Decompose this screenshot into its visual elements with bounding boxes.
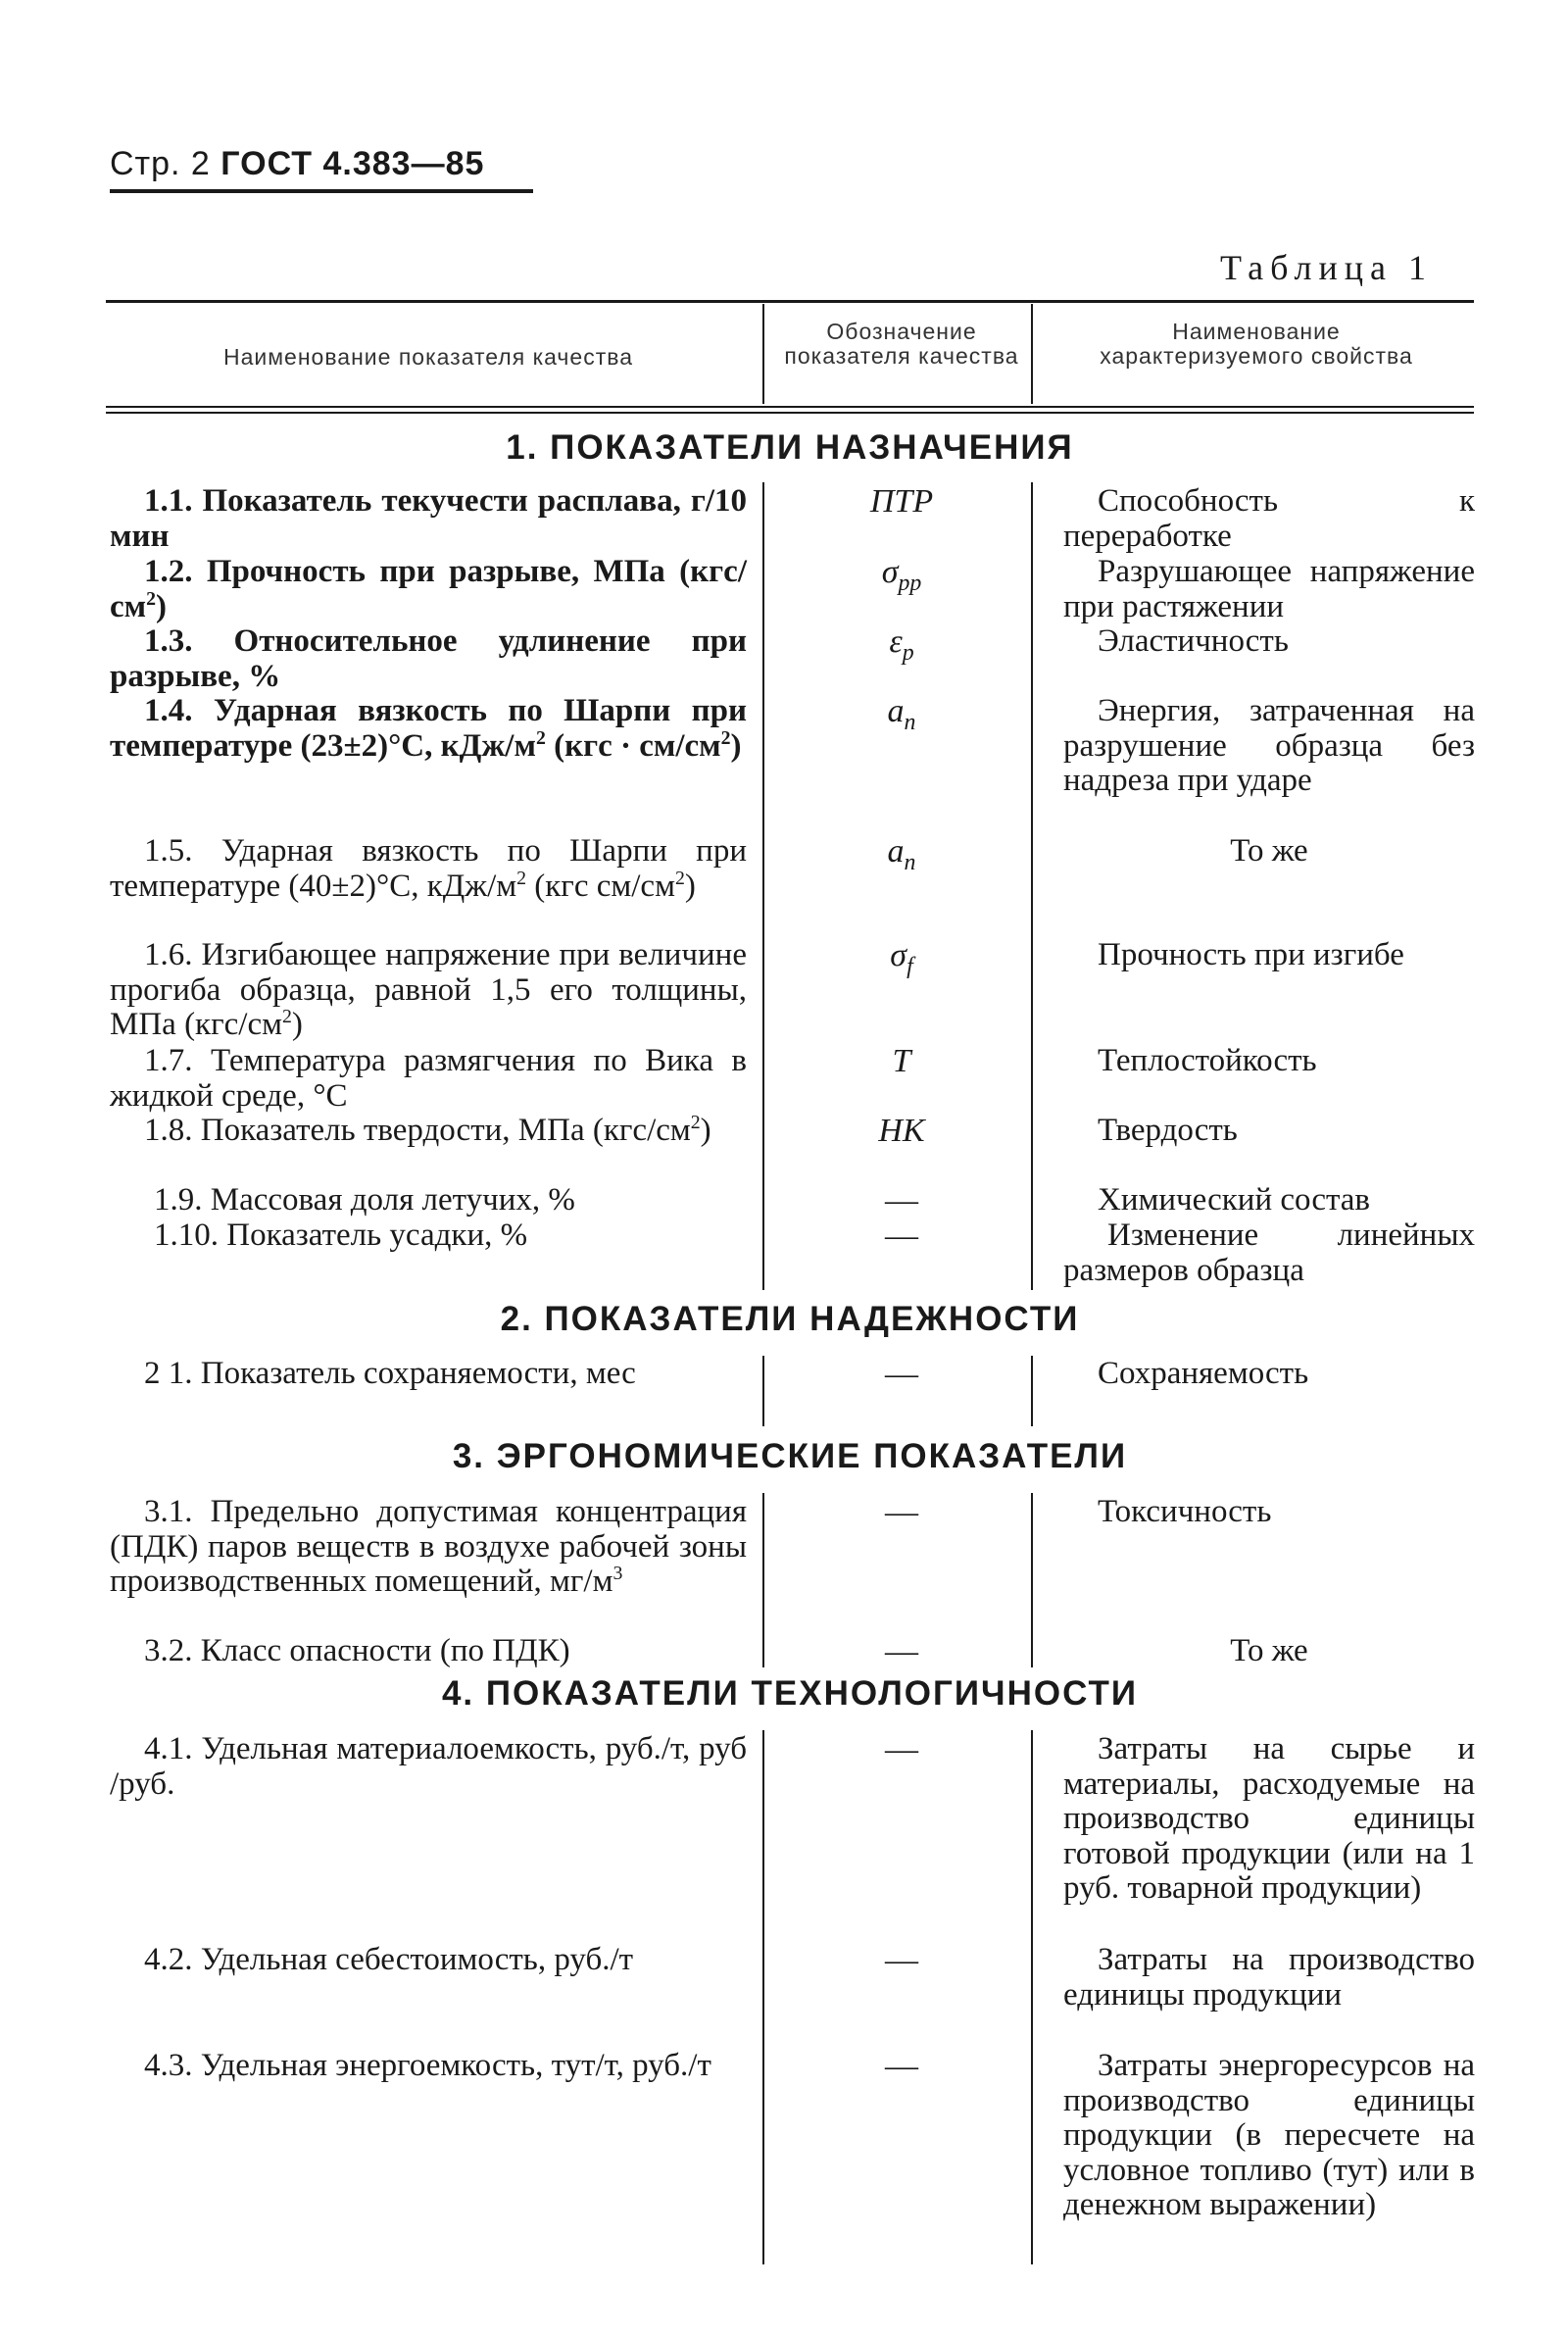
indicator-designation: $\sigma_f$ — [890, 937, 913, 979]
indicator-name: 4.1. Удельная материалоемкость, руб./т, руб /руб. — [110, 1731, 747, 1802]
indicator-property: Химический состав — [1098, 1182, 1371, 1218]
indicator-name: 1.2. Прочность при разрыве, МПа $(кгс/см^2)$ — [110, 554, 747, 624]
indicator-designation: — — [885, 1182, 918, 1218]
column-header-designation: Обозначение показателя качества — [784, 319, 1019, 369]
column-separator-2 — [1031, 482, 1033, 1290]
indicator-property: Прочность при изгибе — [1098, 937, 1404, 972]
indicator-property: Энергия, затраченная на разрушение образца без надреза при ударе — [1063, 693, 1475, 798]
indicator-property: Разрушающее напряжение при растяжении — [1063, 554, 1475, 624]
indicator-property: Затраты на производство единицы продукции — [1063, 1942, 1475, 2013]
column-header-name: Наименование показателя качества — [223, 344, 633, 370]
section-title: 1. ПОКАЗАТЕЛИ НАЗНАЧЕНИЯ — [506, 428, 1074, 467]
indicator-name: 1.9. Массовая доля летучих, % — [154, 1182, 575, 1218]
indicator-property: Теплостойкость — [1098, 1043, 1317, 1078]
section-title: 3. ЭРГОНОМИЧЕСКИЕ ПОКАЗАТЕЛИ — [452, 1437, 1128, 1475]
indicator-designation: HK — [878, 1113, 925, 1149]
document-title: ГОСТ 4.383—85 — [220, 145, 485, 182]
indicator-name: 1.3. Относительное удлинение при разрыве, % — [110, 623, 747, 694]
indicator-designation: — — [885, 2048, 918, 2084]
column-separator-1 — [762, 1730, 764, 2264]
column-separator-2 — [1031, 1730, 1033, 2264]
indicator-designation: — — [885, 1633, 918, 1669]
table-header-rule-1 — [106, 406, 1474, 408]
indicator-name: 1.6. Изгибающее напряжение при величине прогиба образца, равной 1,5 его толщины, МПа $(кгс/см^2)$ — [110, 937, 747, 1042]
column-separator-1 — [762, 482, 764, 1290]
indicator-name: 1.1. Показатель текучести расплава, г/10 мин — [110, 483, 747, 554]
indicator-name: 1.5. Ударная вязкость по Шарпи при температуре (40±2)°С, кДж/$м^2$ (кгс $см/см^2$) — [110, 833, 747, 904]
indicator-property: Затраты энергоресурсов на производство единицы продукции (в пересчете на условное топливо (тут) или в денежном выражении) — [1063, 2048, 1475, 2222]
section-title: 4. ПОКАЗАТЕЛИ ТЕХНОЛОГИЧНОСТИ — [441, 1674, 1139, 1713]
table-header-rule-2 — [106, 412, 1474, 414]
indicator-name: 3.1. Предельно допустимая концентрация (ПДК) паров веществ в воздухе рабочей зоны производственных помещений, $мг/м^3$ — [110, 1494, 747, 1599]
page-number: Стр. 2 — [110, 145, 221, 182]
indicator-property: Изменение линейных размеров образца — [1063, 1218, 1475, 1288]
header-separator-1 — [762, 304, 764, 404]
indicator-designation: T — [892, 1043, 911, 1079]
indicator-property: Эластичность — [1098, 623, 1289, 659]
indicator-designation: ПТР — [869, 483, 934, 520]
indicator-designation: $\varepsilon_р$ — [889, 623, 914, 666]
indicator-property: Затраты на сырье и материалы, расходуемые на производство единицы готовой продукции (или на 1 руб. товарной продукции) — [1063, 1731, 1475, 1906]
indicator-property: Твердость — [1098, 1113, 1238, 1148]
indicator-designation: $a_n$ — [887, 833, 916, 875]
indicator-property: Сохраняемость — [1098, 1356, 1309, 1391]
column-separator-2 — [1031, 1356, 1033, 1426]
column-separator-1 — [762, 1493, 764, 1667]
indicator-name: 4.2. Удельная себестоимость, руб./т — [144, 1942, 634, 1977]
indicator-name: 3.2. Класс опасности (по ПДК) — [144, 1633, 570, 1668]
indicator-property: То же — [1230, 1633, 1308, 1668]
page-header — [110, 145, 484, 183]
indicator-designation: — — [885, 1356, 918, 1392]
indicator-designation: — — [885, 1494, 918, 1530]
indicator-designation: — — [885, 1731, 918, 1767]
indicator-property: То же — [1230, 833, 1308, 869]
section-title: 2. ПОКАЗАТЕЛИ НАДЕЖНОСТИ — [500, 1300, 1080, 1338]
indicator-name: 1.7. Температура размягчения по Вика в жидкой среде, °С — [110, 1043, 747, 1114]
table-label: Таблица 1 — [1220, 248, 1433, 287]
indicator-property: Токсичность — [1098, 1494, 1272, 1529]
indicator-name: 1.4. Ударная вязкость по Шарпи при температуре (23±2)°С, кДж/$м^2$ $(кгс \cdot см/см^2)$ — [110, 693, 747, 764]
indicator-property: Способность к переработке — [1063, 483, 1475, 554]
indicator-name: 1.10. Показатель усадки, % — [154, 1218, 528, 1253]
table-top-rule — [106, 300, 1474, 303]
indicator-name: 4.3. Удельная энергоемкость, тут/т, руб./т — [144, 2048, 711, 2083]
column-separator-1 — [762, 1356, 764, 1426]
column-header-property: Наименование характеризуемого свойства — [1100, 319, 1413, 369]
column-separator-2 — [1031, 1493, 1033, 1667]
indicator-name: 2 1. Показатель сохраняемости, мес — [144, 1356, 636, 1391]
indicator-designation: $\sigma_{рр}$ — [881, 554, 922, 596]
indicator-designation: — — [885, 1942, 918, 1978]
header-rule — [110, 189, 533, 193]
header-separator-2 — [1031, 304, 1033, 404]
indicator-designation: — — [885, 1218, 918, 1254]
indicator-name: 1.8. Показатель твердости, МПа $(кгс/см^2)$ — [144, 1112, 711, 1148]
indicator-designation: $a_n$ — [887, 693, 916, 735]
